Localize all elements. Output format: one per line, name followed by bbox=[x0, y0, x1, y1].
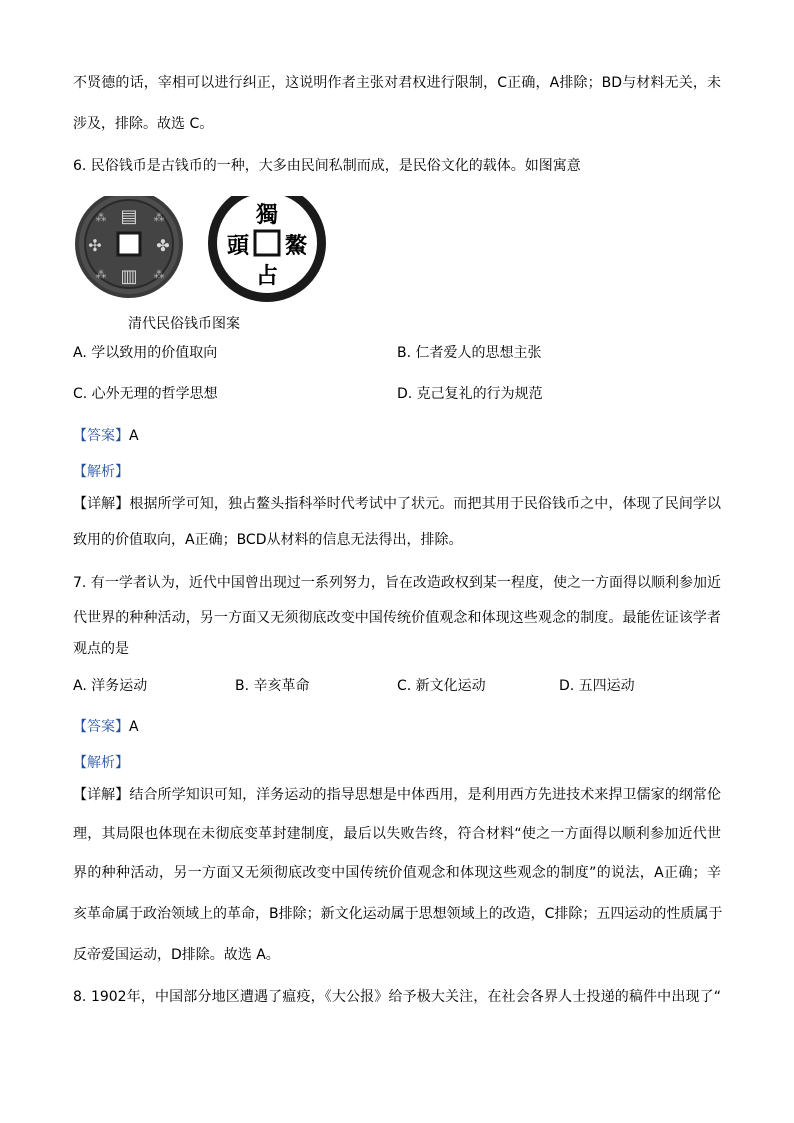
q6-detail-line-2: 致用的价值取向，A正确；BCD从材料的信息无法得出，排除。 bbox=[73, 532, 463, 548]
q7-answer-label: 【答案】 bbox=[73, 719, 129, 735]
q7-stem-line-3: 观点的是 bbox=[73, 641, 129, 657]
q6-analysis-label: 【解析】 bbox=[73, 464, 129, 480]
q7-option-c: C. 新文化运动 bbox=[397, 678, 486, 694]
q7-answer-value: A bbox=[129, 719, 139, 735]
q6-option-d: D. 克己复礼的行为规范 bbox=[397, 386, 543, 402]
q7-analysis bbox=[73, 754, 129, 772]
coin-char-left: 頭 bbox=[226, 233, 249, 259]
q7-stem-line-2: 代世界的种种活动，另一方面又无须彻底改变中国传统价值观念和体现这些观念的制度。最能佐证该学者 bbox=[73, 610, 721, 626]
figure-caption: 清代民俗钱币图案 bbox=[128, 316, 240, 332]
q7-analysis-label: 【解析】 bbox=[73, 755, 129, 771]
svg-text:⁂: ⁂ bbox=[95, 211, 107, 224]
q7-answer bbox=[73, 718, 139, 736]
q7-detail-line-1 bbox=[73, 786, 721, 804]
q6-stem: 6. 民俗钱币是古钱币的一种，大多由民间私制而成，是民俗文化的载体。如图寓意 bbox=[73, 158, 581, 174]
coin-char-bottom: 占 bbox=[255, 263, 278, 289]
q6-detail-line-1 bbox=[73, 495, 721, 513]
q6-detail-label: 【详解】 bbox=[73, 496, 130, 512]
svg-text:⁂: ⁂ bbox=[153, 211, 165, 224]
q6-option-b: B. 仁者爱人的思想主张 bbox=[397, 345, 542, 361]
q8-stem-line-1: 8. 1902年，中国部分地区遭遇了瘟疫，《大公报》给予极大关注，在社会各界人士投递的稿件中出现了“ bbox=[73, 989, 721, 1005]
q7-detail-line-4: 亥革命属于政治领域上的革命，B排除；新文化运动属于思想领域上的改造，C排除；五四运动的性质属于 bbox=[73, 906, 723, 922]
q7-detail-text-1: 结合所学知识可知，洋务运动的指导思想是中体西用，是利用西方先进技术来捍卫儒家的纲常伦 bbox=[129, 787, 722, 803]
q7-detail-line-5: 反帝爱国运动，D排除。故选 A。 bbox=[73, 947, 280, 963]
q6-analysis bbox=[73, 463, 129, 481]
intro-line-1: 不贤德的话，宰相可以进行纠正，这说明作者主张对君权进行限制，C正确，A排除；BD与材料无关，未 bbox=[73, 75, 721, 91]
coin-left bbox=[75, 196, 183, 298]
q6-answer bbox=[73, 427, 139, 445]
coin-char-top: 獨 bbox=[255, 202, 278, 228]
coin-char-right: 鰲 bbox=[284, 233, 307, 259]
svg-text:⁂: ⁂ bbox=[153, 268, 165, 281]
q7-detail-line-3: 界的种种活动，另一方面又无须彻底改变中国传统价值观念和体现这些观念的制度”的说法，A正确；辛 bbox=[73, 865, 721, 881]
intro-line-2: 涉及，排除。故选 C。 bbox=[73, 116, 214, 132]
q7-option-a: A. 洋务运动 bbox=[73, 678, 148, 694]
q6-detail-text-1: 根据所学可知，独占鳌头指科举时代考试中了状元。而把其用于民俗钱币之中，体现了民间学以 bbox=[129, 496, 722, 512]
svg-text:▥: ▥ bbox=[120, 266, 138, 287]
q7-detail-label: 【详解】 bbox=[73, 787, 130, 803]
svg-text:✤: ✤ bbox=[156, 236, 170, 255]
q7-option-d: D. 五四运动 bbox=[559, 678, 635, 694]
svg-text:✣: ✣ bbox=[88, 236, 102, 255]
svg-text:▤: ▤ bbox=[120, 206, 138, 227]
svg-text:⁂: ⁂ bbox=[95, 268, 107, 281]
q7-option-b: B. 辛亥革命 bbox=[235, 678, 310, 694]
q6-answer-label: 【答案】 bbox=[73, 428, 129, 444]
q7-detail-line-2: 理，其局限也体现在未彻底变革封建制度，最后以失败告终，符合材料“使之一方面得以顺利参加近代世 bbox=[73, 826, 721, 842]
q6-option-c: C. 心外无理的哲学思想 bbox=[73, 386, 218, 402]
q6-option-a: A. 学以致用的价值取向 bbox=[73, 345, 218, 361]
q7-stem-line-1: 7. 有一学者认为，近代中国曾出现过一系列努力，旨在改造政权到某一程度，使之一方面得以顺利参加近 bbox=[73, 575, 721, 591]
q6-answer-value: A bbox=[129, 428, 139, 444]
